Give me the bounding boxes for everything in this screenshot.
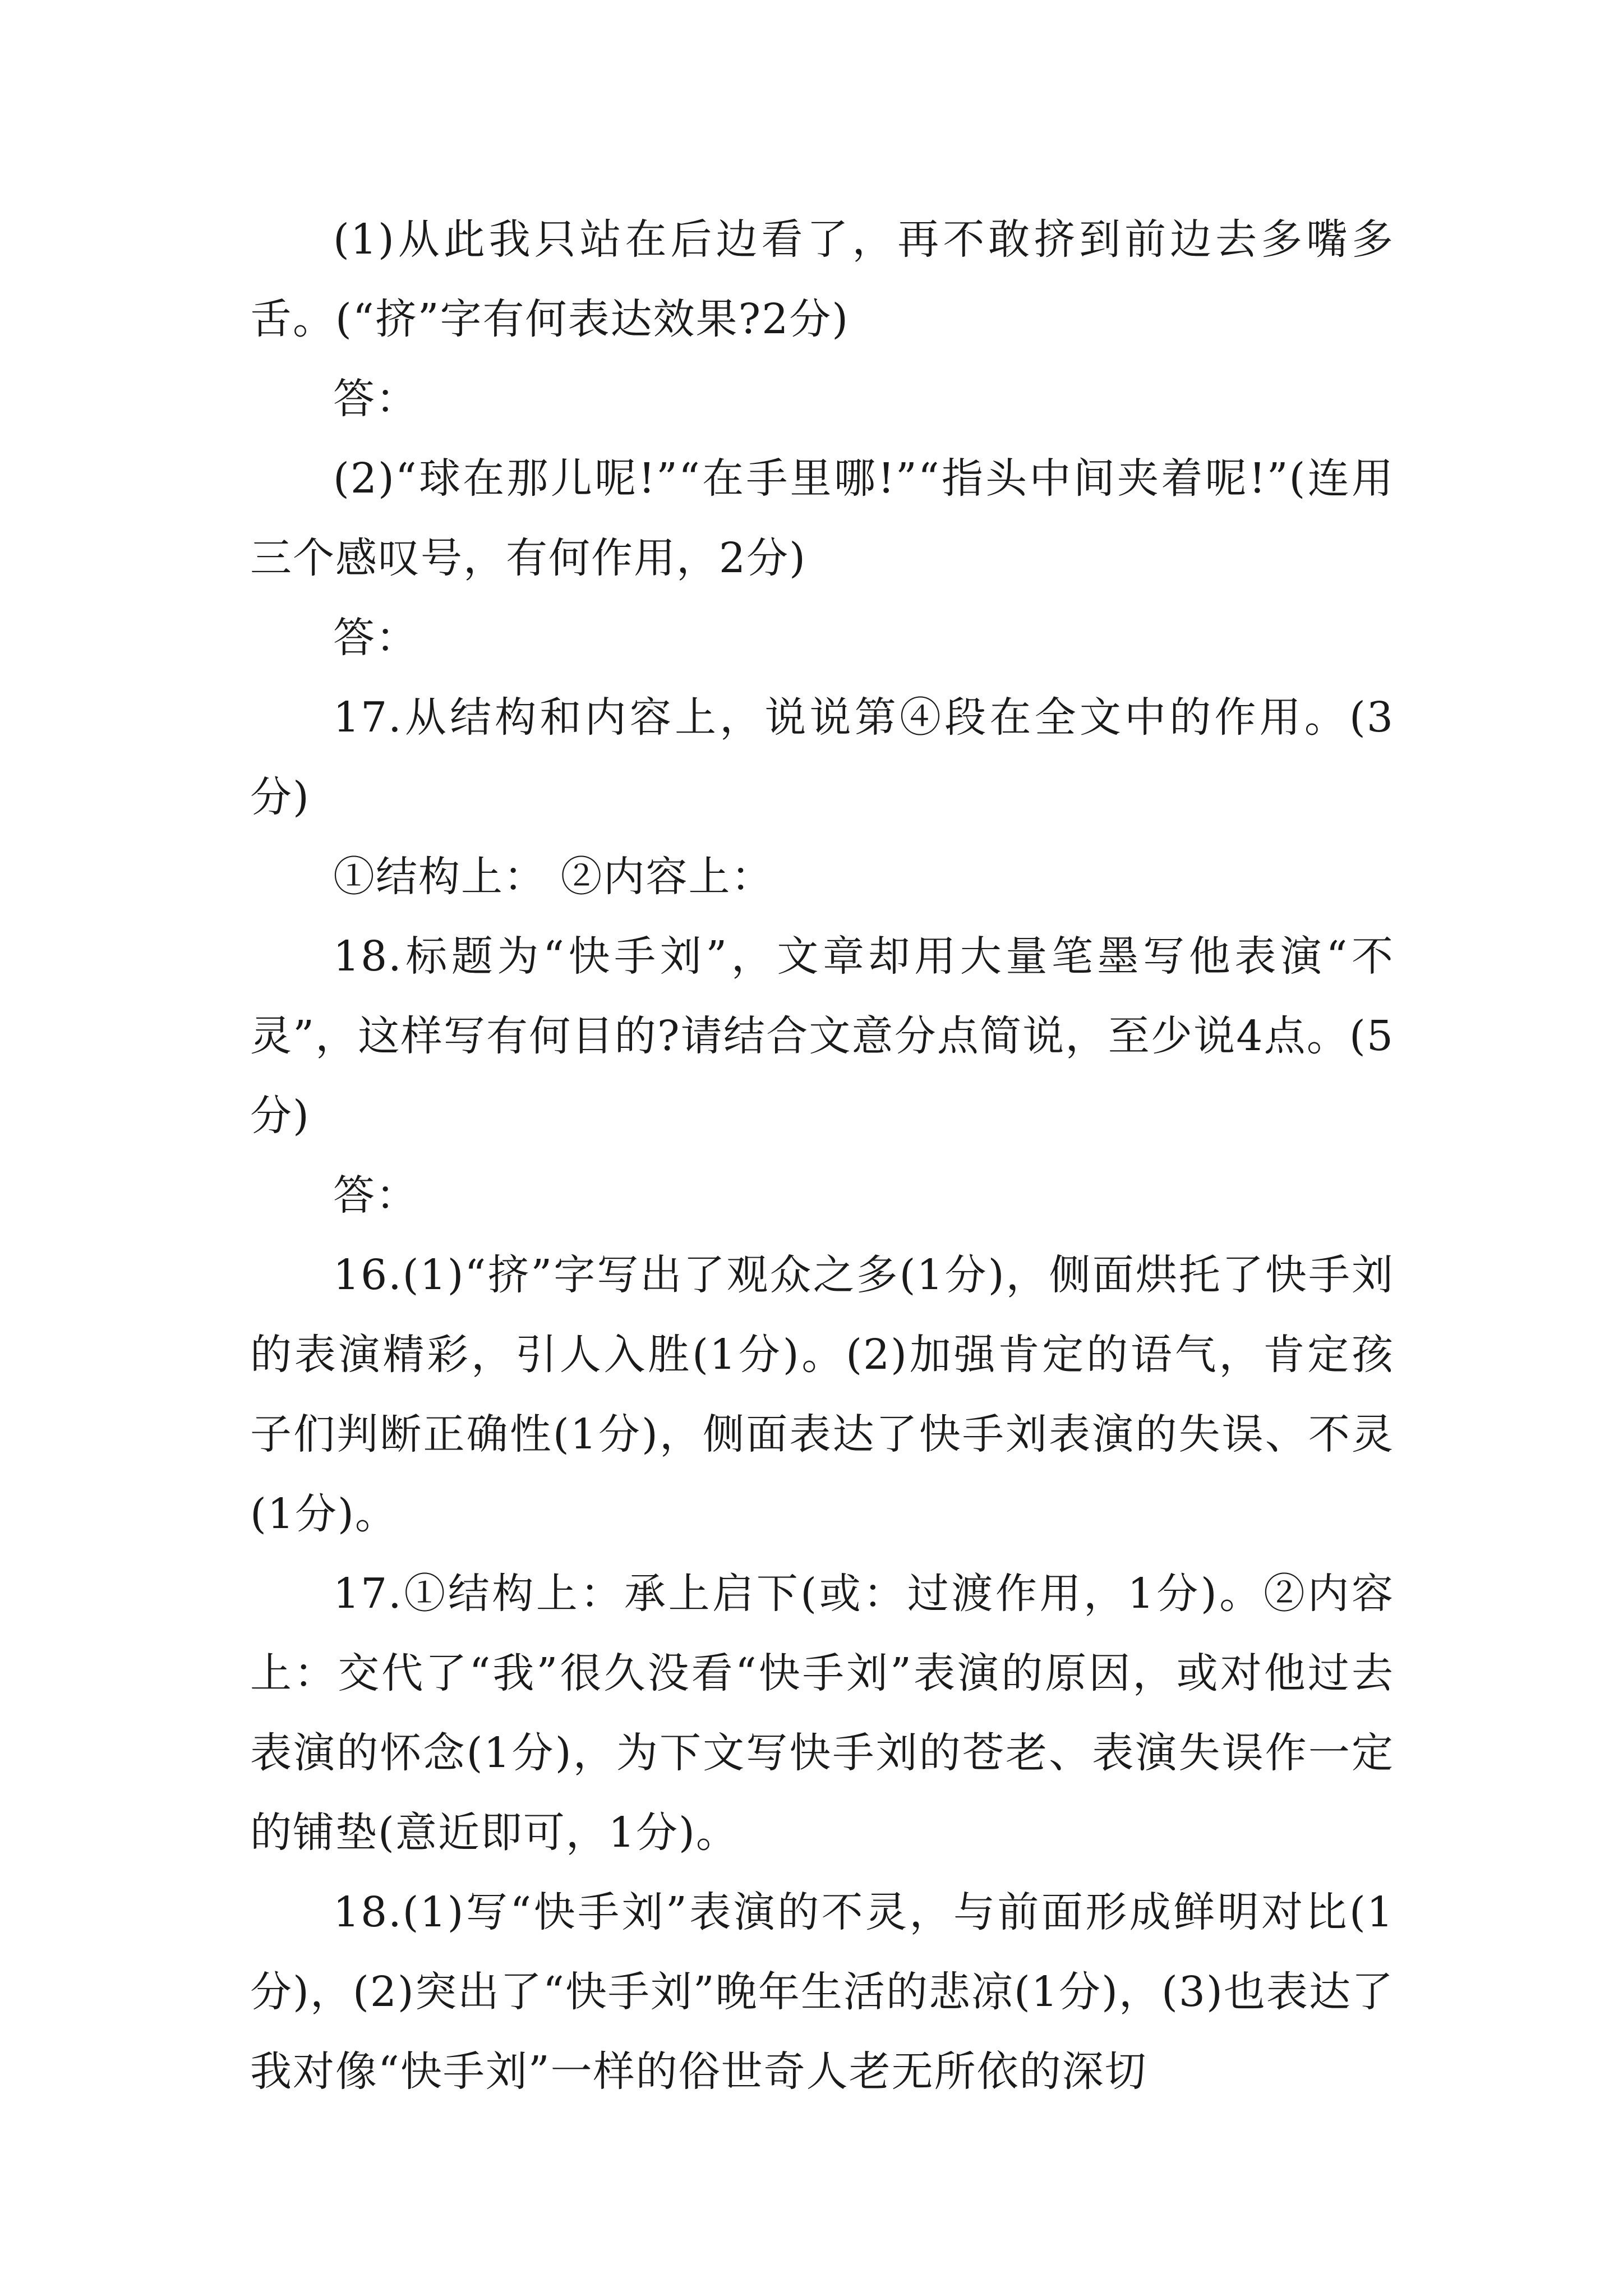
answer-label: 答：	[333, 375, 418, 423]
answer-key-17: 17.①结构上：承上启下(或：过渡作用，1分)。②内容上：交代了“我”很久没看“快手刘”表演的原因，或对他过去表演的怀念(1分)，为下文写快手刘的苍老、表演失误作一定的铺垫(意近即可，1分)。	[250, 1570, 1394, 1857]
answer-key-18: 18.(1)写“快手刘”表演的不灵，与前面形成鲜明对比(1分)，(2)突出了“快手刘”晚年生活的悲凉(1分)，(3)也表达了我对像“快手刘”一样的俗世奇人老无所依的深切	[250, 1888, 1394, 2096]
answer-key-16: 16.(1)“挤”字写出了观众之多(1分)，侧面烘托了快手刘的表演精彩，引人入胜(1分)。(2)加强肯定的语气，肯定孩子们判断正确性(1分)，侧面表达了快手刘表演的失误、不灵(1分)。	[250, 1251, 1394, 1538]
answer-label: 答：	[333, 614, 418, 662]
answer-label: 答：	[333, 1171, 418, 1220]
question-17-prompts: ①结构上： ②内容上：	[333, 853, 774, 901]
question-16-1-text: (1)从此我只站在后边看了，再不敢挤到前边去多嘴多舌。(“挤”字有何表达效果?2分)	[250, 215, 1394, 343]
document-body	[250, 200, 1394, 2111]
question-16-2-text: (2)“球在那儿呢!”“在手里哪!”“指头中间夹着呢!”(连用三个感叹号，有何作用，2分)	[250, 454, 1394, 582]
question-18-text: 18.标题为“快手刘”，文章却用大量笔墨写他表演“不灵”，这样写有何目的?请结合文意分点简说，至少说4点。(5分)	[250, 932, 1394, 1140]
question-17-text: 17.从结构和内容上，说说第④段在全文中的作用。(3分)	[250, 693, 1394, 821]
